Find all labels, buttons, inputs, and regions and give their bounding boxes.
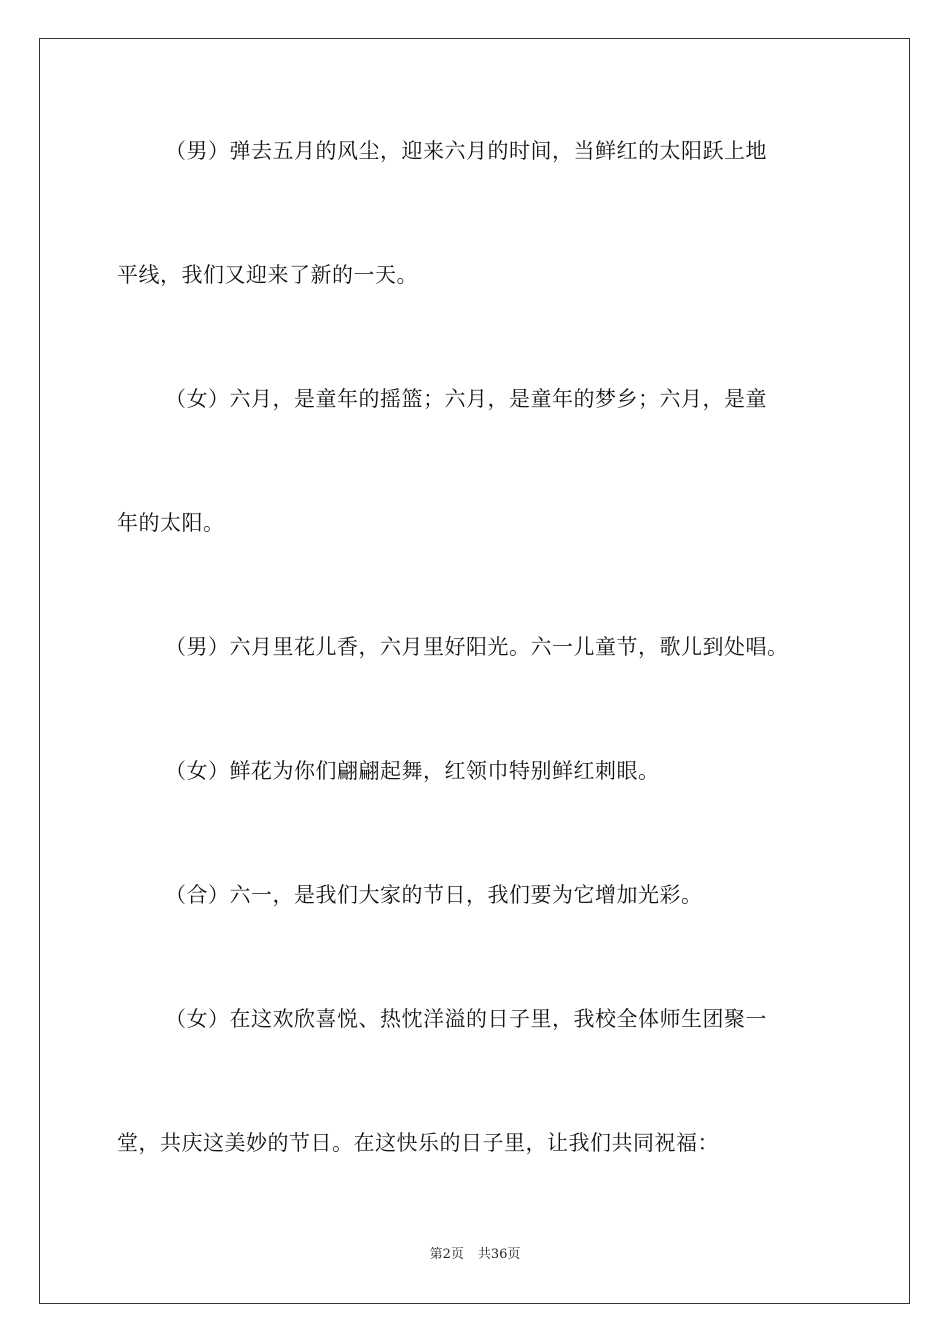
paragraph-line: （女）六月，是童年的摇篮；六月，是童年的梦乡；六月，是童 bbox=[165, 387, 767, 411]
page-total: 共36页 bbox=[477, 1247, 521, 1262]
page-frame bbox=[39, 38, 910, 1304]
paragraph-line: （女）在这欢欣喜悦、热忱洋溢的日子里，我校全体师生团聚一 bbox=[165, 1007, 767, 1031]
paragraph-line: （女）鲜花为你们翩翩起舞，红领巾特别鲜红刺眼。 bbox=[165, 759, 660, 783]
paragraph-line: （男）弹去五月的风尘，迎来六月的时间，当鲜红的太阳跃上地 bbox=[165, 139, 767, 163]
paragraph-line: 年的太阳。 bbox=[117, 511, 225, 535]
page-footer bbox=[0, 1246, 950, 1264]
paragraph-line: （合）六一，是我们大家的节日，我们要为它增加光彩。 bbox=[165, 883, 703, 907]
paragraph-line: （男）六月里花儿香，六月里好阳光。六一儿童节，歌儿到处唱。 bbox=[165, 635, 789, 659]
page-number: 第2页 bbox=[429, 1247, 464, 1262]
paragraph-line: 堂，共庆这美妙的节日。在这快乐的日子里，让我们共同祝福： bbox=[117, 1131, 719, 1155]
paragraph-line: 平线，我们又迎来了新的一天。 bbox=[117, 263, 418, 287]
